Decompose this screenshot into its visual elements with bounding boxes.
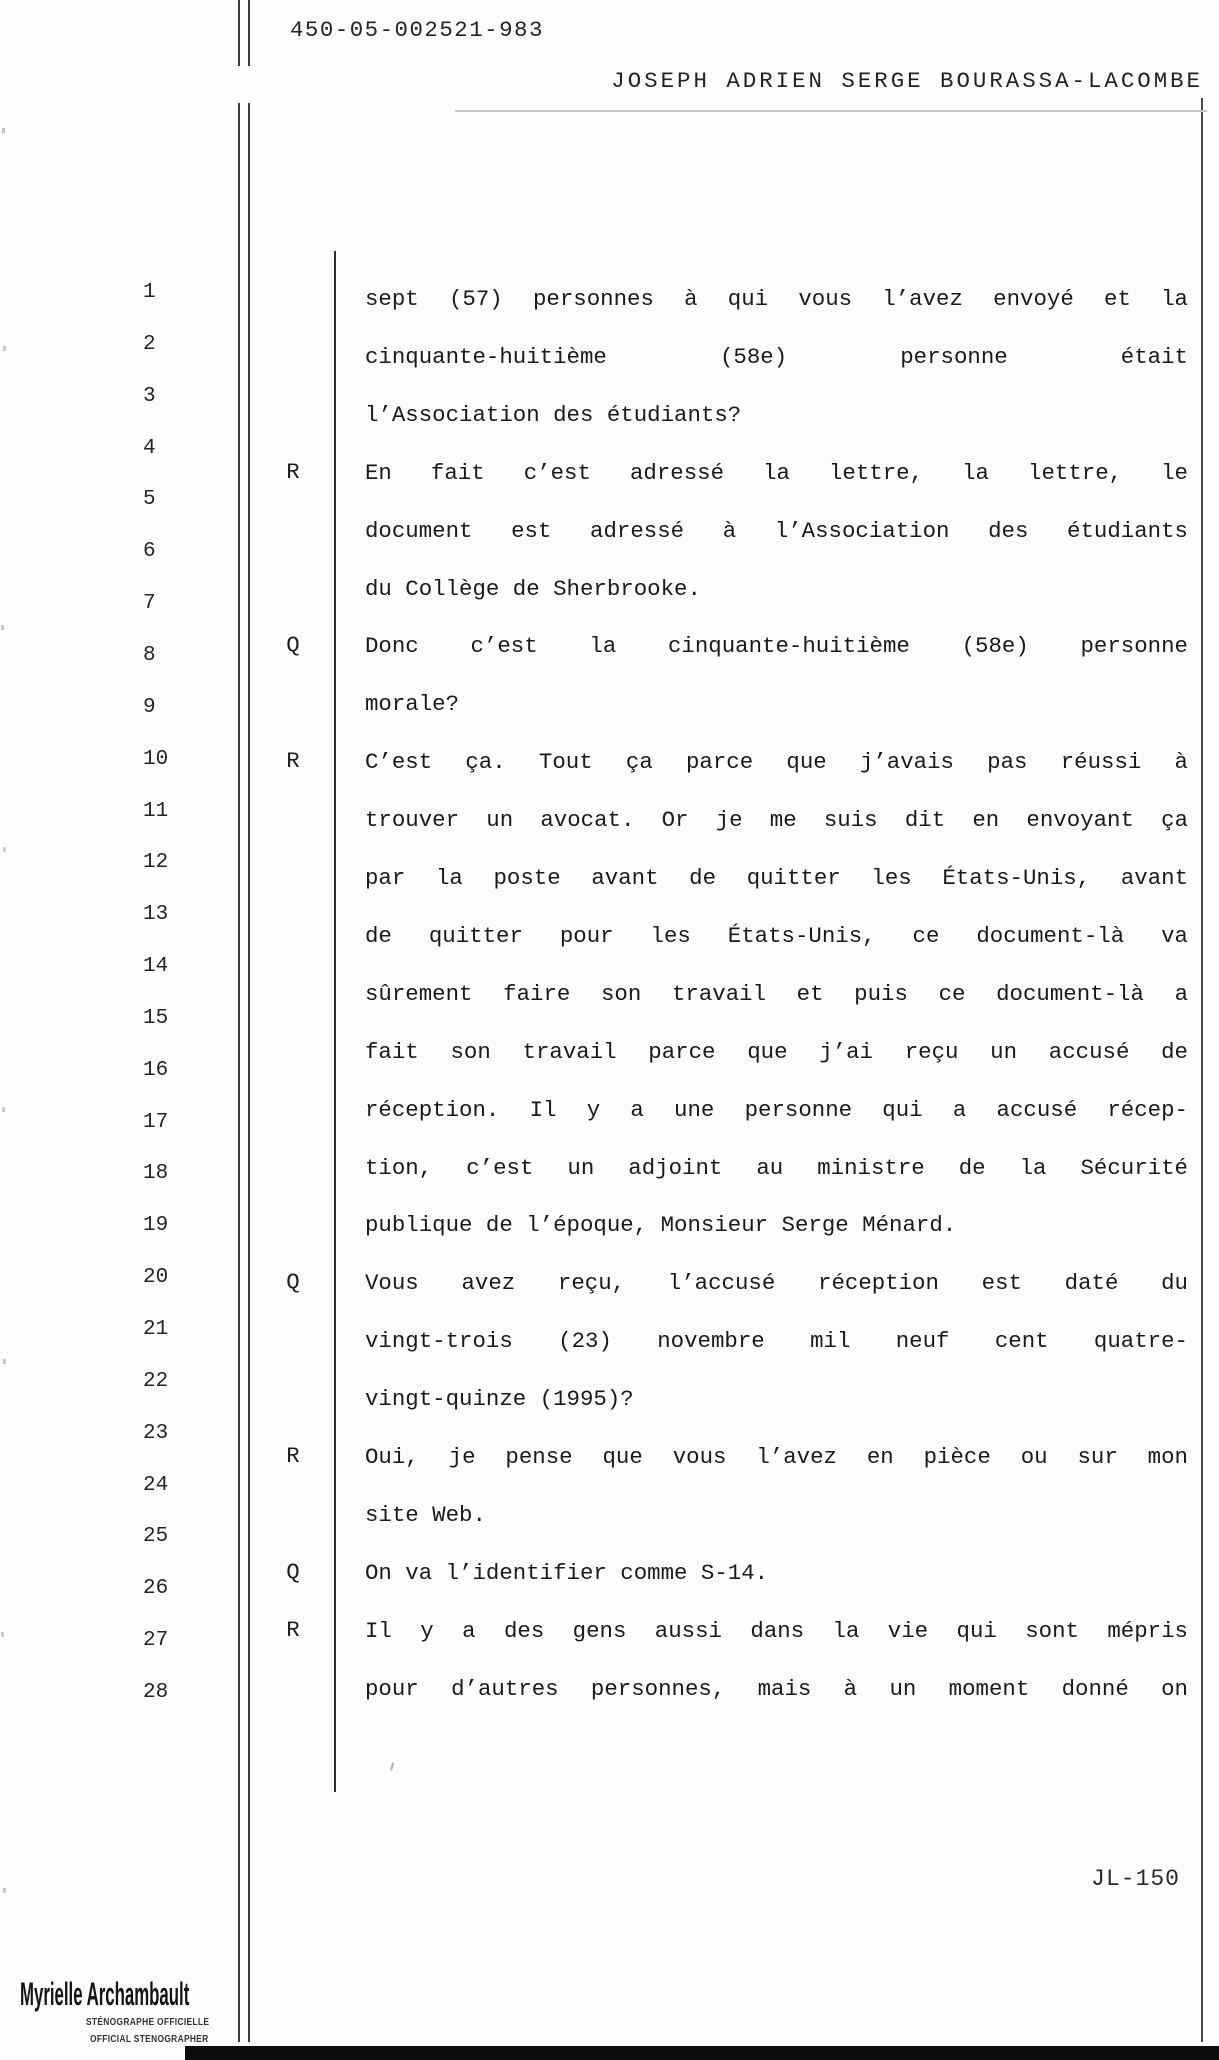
transcript-line: sûrement faire son travail et puis ce document-là a xyxy=(365,980,1188,1007)
speaker-marker: Q xyxy=(286,1269,300,1296)
transcript-line: pour d’autres personnes, mais à un moment donné on xyxy=(365,1675,1188,1702)
transcript-line: fait son travail parce que j’ai reçu un accusé de xyxy=(365,1038,1188,1065)
transcript-line: C’est ça. Tout ça parce que j’avais pas réussi à xyxy=(365,749,1188,776)
line-number: 14 xyxy=(143,955,169,979)
transcript-row xyxy=(0,1269,1219,1299)
line-number: 19 xyxy=(143,1214,169,1238)
transcript-line: Vous avez reçu, l’accusé réception est daté du xyxy=(365,1270,1188,1297)
transcript-row xyxy=(0,1327,1219,1357)
page-bottom-bar xyxy=(185,2046,1219,2060)
line-number: 16 xyxy=(143,1058,169,1082)
transcript-row xyxy=(0,1154,1219,1184)
line-number: 22 xyxy=(143,1369,169,1393)
scan-stray-mark xyxy=(390,1762,398,1771)
line-number: 12 xyxy=(143,851,169,875)
transcript-row xyxy=(0,285,1219,315)
transcript-line: morale? xyxy=(365,691,460,718)
witness-name: JOSEPH ADRIEN SERGE BOURASSA-LACOMBE xyxy=(611,68,1203,94)
stenographer-title-fr: STÉNOGRAPHE OFFICIELLE xyxy=(86,2016,210,2028)
transcript-line: vingt-quinze (1995)? xyxy=(365,1386,634,1413)
transcript-row xyxy=(0,1559,1219,1589)
line-number: 26 xyxy=(143,1577,169,1601)
left-double-rule xyxy=(238,103,240,2042)
stenographer-name-stamp: Myrielle Archambault xyxy=(20,1977,190,2013)
line-number: 6 xyxy=(143,540,156,564)
line-number: 20 xyxy=(143,1266,169,1290)
transcript-line: document est adressé à l’Association des étudiants xyxy=(365,517,1188,544)
transcript-row xyxy=(0,1443,1219,1473)
transcript-row xyxy=(0,690,1219,720)
page-label: JL-150 xyxy=(1091,1866,1180,1892)
transcript-row xyxy=(0,343,1219,373)
speaker-marker: Q xyxy=(286,1558,300,1585)
transcript-row xyxy=(0,1038,1219,1068)
transcript-row xyxy=(0,517,1219,547)
right-margin-rule xyxy=(1201,98,1203,2042)
transcript-row xyxy=(0,1617,1219,1647)
transcript-line: sept (57) personnes à qui vous l’avez envoyé et la xyxy=(365,286,1188,312)
line-number: 4 xyxy=(143,436,156,460)
transcript-line: publique de l’époque, Monsieur Serge Ménard. xyxy=(365,1212,957,1239)
transcript-row xyxy=(0,1675,1219,1705)
transcript-row xyxy=(0,922,1219,952)
transcript-row xyxy=(0,1096,1219,1126)
speaker-marker: R xyxy=(286,1443,300,1469)
line-number: 5 xyxy=(143,488,156,512)
line-number: 24 xyxy=(143,1473,169,1497)
transcript-line: de quitter pour les États-Unis, ce document-là va xyxy=(365,922,1188,949)
transcript-row xyxy=(0,401,1219,431)
speaker-marker: R xyxy=(286,1616,300,1643)
transcript-line: vingt-trois (23) novembre mil neuf cent quatre- xyxy=(365,1328,1188,1355)
transcript-line: Il y a des gens aussi dans la vie qui sont mépris xyxy=(365,1617,1188,1644)
line-number: 2 xyxy=(143,332,156,356)
transcript-row xyxy=(0,864,1219,894)
transcript-line: site Web. xyxy=(365,1501,486,1528)
speaker-marker: R xyxy=(286,748,300,775)
transcript-line: On va l’identifier comme S-14. xyxy=(365,1559,769,1586)
transcript-row xyxy=(0,459,1219,489)
transcript-line: Oui, je pense que vous l’avez en pièce ou sur mon xyxy=(365,1444,1188,1470)
transcript-row xyxy=(0,748,1219,778)
line-number: 21 xyxy=(143,1318,169,1341)
speaker-marker: R xyxy=(286,458,300,485)
line-number: 11 xyxy=(143,799,169,823)
header-rule xyxy=(455,110,1207,112)
line-number: 9 xyxy=(143,695,156,719)
stenographer-title-en: OFFICIAL STENOGRAPHER xyxy=(90,2033,209,2045)
transcript-line: cinquante-huitième (58e) personne était xyxy=(365,343,1188,370)
transcript-row xyxy=(0,980,1219,1010)
transcript-line: trouver un avocat. Or je me suis dit en envoyant ça xyxy=(365,807,1188,834)
transcript-row xyxy=(0,632,1219,662)
line-number: 25 xyxy=(143,1525,169,1549)
transcript-line: du Collège de Sherbrooke. xyxy=(365,575,701,602)
transcript-row xyxy=(0,575,1219,605)
transcript-row xyxy=(0,1385,1219,1415)
transcript-line: par la poste avant de quitter les États-Unis, avant xyxy=(365,865,1188,891)
line-number: 23 xyxy=(143,1421,169,1445)
case-number: 450-05-002521-983 xyxy=(290,17,544,43)
transcript-line: Donc c’est la cinquante-huitième (58e) personne xyxy=(365,633,1188,660)
line-number: 7 xyxy=(143,592,156,616)
left-double-rule xyxy=(248,103,250,2042)
speaker-marker: Q xyxy=(286,632,300,659)
line-number: 8 xyxy=(143,643,156,667)
line-number: 15 xyxy=(143,1006,169,1030)
line-number: 28 xyxy=(143,1680,169,1704)
line-number: 1 xyxy=(143,281,156,304)
line-number: 10 xyxy=(143,747,169,771)
line-number: 3 xyxy=(143,384,156,408)
transcript-line: En fait c’est adressé la lettre, la lettre, le xyxy=(365,459,1188,486)
transcript-row xyxy=(0,806,1219,836)
line-number: 13 xyxy=(143,903,169,927)
line-number: 18 xyxy=(143,1162,169,1186)
transcript-line: l’Association des étudiants? xyxy=(365,401,742,428)
line-number: 17 xyxy=(143,1110,169,1134)
left-double-rule xyxy=(238,0,240,66)
scan-specks xyxy=(2,128,5,133)
transcript-line: tion, c’est un adjoint au ministre de la Sécurité xyxy=(365,1154,1188,1181)
left-double-rule xyxy=(248,0,250,66)
line-number: 27 xyxy=(143,1629,169,1653)
transcript-line: réception. Il y a une personne qui a accusé récep- xyxy=(365,1096,1188,1123)
transcript-row xyxy=(0,1501,1219,1531)
transcript-row xyxy=(0,1211,1219,1241)
